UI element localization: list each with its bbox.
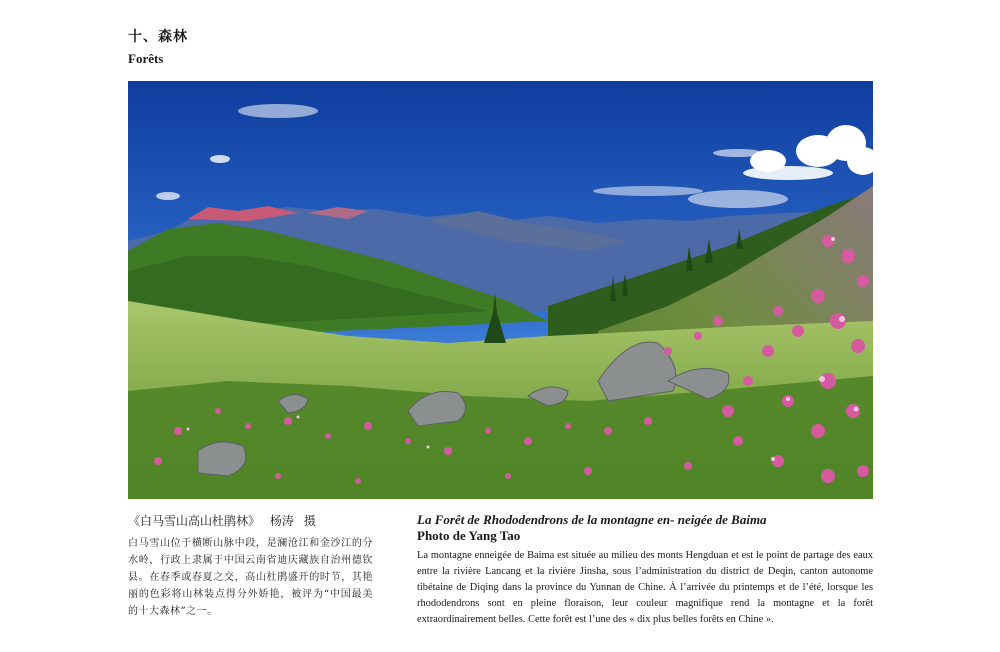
chinese-caption bbox=[128, 512, 373, 620]
french-photo-credit: Photo de Yang Tao bbox=[417, 528, 521, 543]
chinese-caption-body: 白马雪山位于横断山脉中段，是澜沧江和金沙江的分水岭，行政上隶属于中国云南省迪庆藏族自治州德钦县。在春季或春夏之交，高山杜鹃盛开的时节，其艳丽的色彩将山林装点得分外娇艳，被评为“中国最美的十大森林”之一。 bbox=[128, 538, 373, 617]
section-title: 十、森林 bbox=[128, 29, 188, 45]
section-title-french: Forêts bbox=[128, 51, 164, 66]
mountain-meadow-illustration bbox=[128, 81, 873, 499]
french-photo-title: La Forêt de Rhododendrons de la montagne en- neigée de Baima bbox=[417, 512, 767, 527]
landscape-photo bbox=[128, 81, 873, 499]
french-caption-body: La montagne enneigée de Baima est située au milieu des monts Hengduan et est le point de partage des eaux entre la rivière Lancang et la rivière Jinsha, sous l’administration du district de Deqin, canton autonome tibétaine de Diqing dans la province du Yunnan de Chine. À l’arrivée du printemps et de l’été, lorsque les rhododendrons sont en pleine floraison, leur couleur magnifique rend la montagne et la forêt extraordinairement belles. Cette forêt est l’une des « dix plus belles forêts en Chine ». bbox=[417, 550, 873, 625]
chinese-photo-title: 《白马雪山高山杜鹃林》 bbox=[128, 514, 261, 528]
french-caption bbox=[417, 512, 873, 628]
chinese-caption-heading bbox=[128, 512, 373, 529]
chinese-photo-credit-word: 摄 bbox=[303, 514, 316, 528]
chinese-photo-author: 杨涛 bbox=[269, 514, 294, 528]
